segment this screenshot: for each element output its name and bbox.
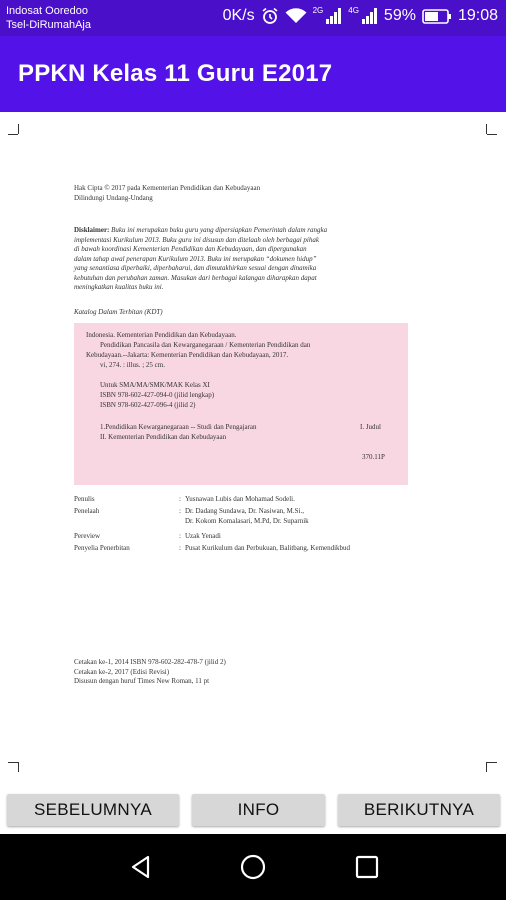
- copyright-line: Hak Cipta © 2017 pada Kementerian Pendidikan dan Kebudayaan: [74, 184, 261, 192]
- battery-icon: [422, 9, 452, 24]
- credit-separator: :: [179, 507, 181, 515]
- print-line: Cetakan ke-1, 2014 ISBN 978-602-282-478-7 (jilid 2): [74, 658, 226, 666]
- cip-line: vi, 274. : illus. ; 25 cm.: [100, 361, 165, 369]
- cip-line: ISBN 978-602-427-094-0 (jilid lengkap): [100, 391, 215, 399]
- print-line: Cetakan ke-2, 2017 (Edisi Revisi): [74, 667, 170, 676]
- navigation-bar: [0, 834, 506, 900]
- credit-value: Dr. Dadang Sundawa, Dr. Nasiwan, M.Si.,: [185, 507, 304, 515]
- credit-label: Penulis: [74, 495, 95, 503]
- disclaimer-line: meningkatkan kualitas buku ini.: [74, 283, 164, 291]
- credit-separator: :: [179, 495, 181, 503]
- print-info: [74, 658, 226, 687]
- credit-label: Penelaah: [74, 507, 100, 515]
- cip-line: Untuk SMA/MA/SMK/MAK Kelas XI: [100, 381, 210, 389]
- catalog-heading: Katalog Dalam Terbitan (KDT): [74, 308, 163, 316]
- cip-class-number: 370.11P: [362, 453, 385, 461]
- signal-icon: [362, 8, 378, 24]
- network-speed: 0K/s: [222, 7, 255, 24]
- copyright-text: [74, 184, 260, 203]
- disclaimer-line: dalam tahap awal penerapan Kurikulum 2013. Buku ini merupakan “dokumen hidup”: [74, 254, 317, 263]
- crop-mark: [487, 762, 497, 763]
- crop-mark: [486, 762, 487, 772]
- crop-mark: [18, 124, 19, 134]
- crop-mark: [486, 124, 487, 134]
- crop-mark: [8, 762, 18, 763]
- print-line: Disusun dengan huruf Times New Roman, 11 pt: [74, 677, 210, 685]
- disclaimer-line: Buku ini merupakan buku guru yang dipersiapkan Pemerintah dalam rangka: [111, 226, 328, 234]
- wifi-icon: [285, 8, 307, 24]
- clock: 19:08: [457, 7, 498, 24]
- carrier-name-2: Tsel-DiRumahAja: [6, 19, 91, 31]
- info-button[interactable]: INFO: [192, 794, 325, 826]
- cip-line: Kebudayaan.--Jakarta: Kementerian Pendidikan dan Kebudayaan, 2017.: [86, 351, 289, 359]
- app-bar: [0, 36, 506, 112]
- disclaimer-line: kebutuhan dan perubahan zaman. Masukan dari berbagai kalangan diharapkan dapat: [74, 273, 317, 282]
- crop-mark: [487, 134, 497, 135]
- credit-separator: :: [179, 532, 181, 540]
- button-bar: [0, 784, 506, 834]
- cip-line: Pendidikan Pancasila dan Kewarganegaraan / Kementerian Pendidikan dan: [100, 341, 311, 349]
- status-indicators: [223, 7, 498, 25]
- next-button[interactable]: BERIKUTNYA: [338, 794, 500, 826]
- credit-separator: :: [179, 544, 181, 552]
- credit-label: Pereview: [74, 532, 101, 540]
- disclaimer-line: implementasi Kurikulum 2013. Buku guru ini disusun dan ditelaah oleh berbagai pihak: [74, 235, 319, 244]
- credit-value: Dr. Kokom Komalasari, M.Pd, Dr. Suparnik: [185, 517, 309, 525]
- disclaimer-line: di bawah koordinasi Kementerian Pendidikan dan Kebudayaan, dan dipergunakan: [74, 245, 307, 253]
- credit-value: Uzak Yenadi: [185, 532, 221, 540]
- crop-mark: [8, 134, 18, 135]
- signal-2-label: 4G: [348, 5, 359, 15]
- document-page[interactable]: [0, 112, 506, 784]
- cip-line: Indonesia. Kementerian Pendidikan dan Kebudayaan.: [86, 331, 237, 339]
- disclaimer-label: Disklaimer:: [74, 226, 110, 234]
- carrier-info: [6, 4, 91, 32]
- disclaimer-line: yang senantiasa diperbaiki, diperbaharui, dan dimutakhirkan sesuai dengan dinamika: [74, 264, 317, 272]
- credit-label: Penyelia Penerbitan: [74, 544, 130, 552]
- back-icon[interactable]: [126, 852, 156, 882]
- status-bar: [0, 0, 506, 36]
- carrier-name-1: Indosat Ooredoo: [6, 5, 88, 17]
- home-icon[interactable]: [238, 852, 268, 882]
- cip-line: ISBN 978-602-427-096-4 (jilid 2): [100, 401, 196, 409]
- alarm-icon: [261, 7, 279, 25]
- cip-line: I. Judul: [360, 423, 381, 431]
- battery-percent: 59%: [383, 7, 416, 24]
- app-title: PPKN Kelas 11 Guru E2017: [18, 60, 333, 87]
- signal-icon: [326, 8, 342, 24]
- cip-line: II. Kementerian Pendidikan dan Kebudayaan: [100, 433, 227, 441]
- cip-box: [74, 323, 408, 485]
- credit-value: Yusnawan Lubis dan Mohamad Sodeli.: [185, 495, 295, 503]
- crop-mark: [18, 762, 19, 772]
- previous-button[interactable]: SEBELUMNYA: [7, 794, 179, 826]
- cip-line: 1.Pendidikan Kewarganegaraan -- Studi dan Pengajaran: [100, 423, 257, 431]
- credit-value: Pusat Kurikulum dan Perbukuan, Balitbang, Kemendikbud: [185, 544, 351, 552]
- copyright-line: Dilindungi Undang-Undang: [74, 193, 153, 202]
- recent-apps-icon[interactable]: [352, 852, 382, 882]
- signal-1-label: 2G: [312, 5, 324, 15]
- disclaimer: [74, 226, 410, 293]
